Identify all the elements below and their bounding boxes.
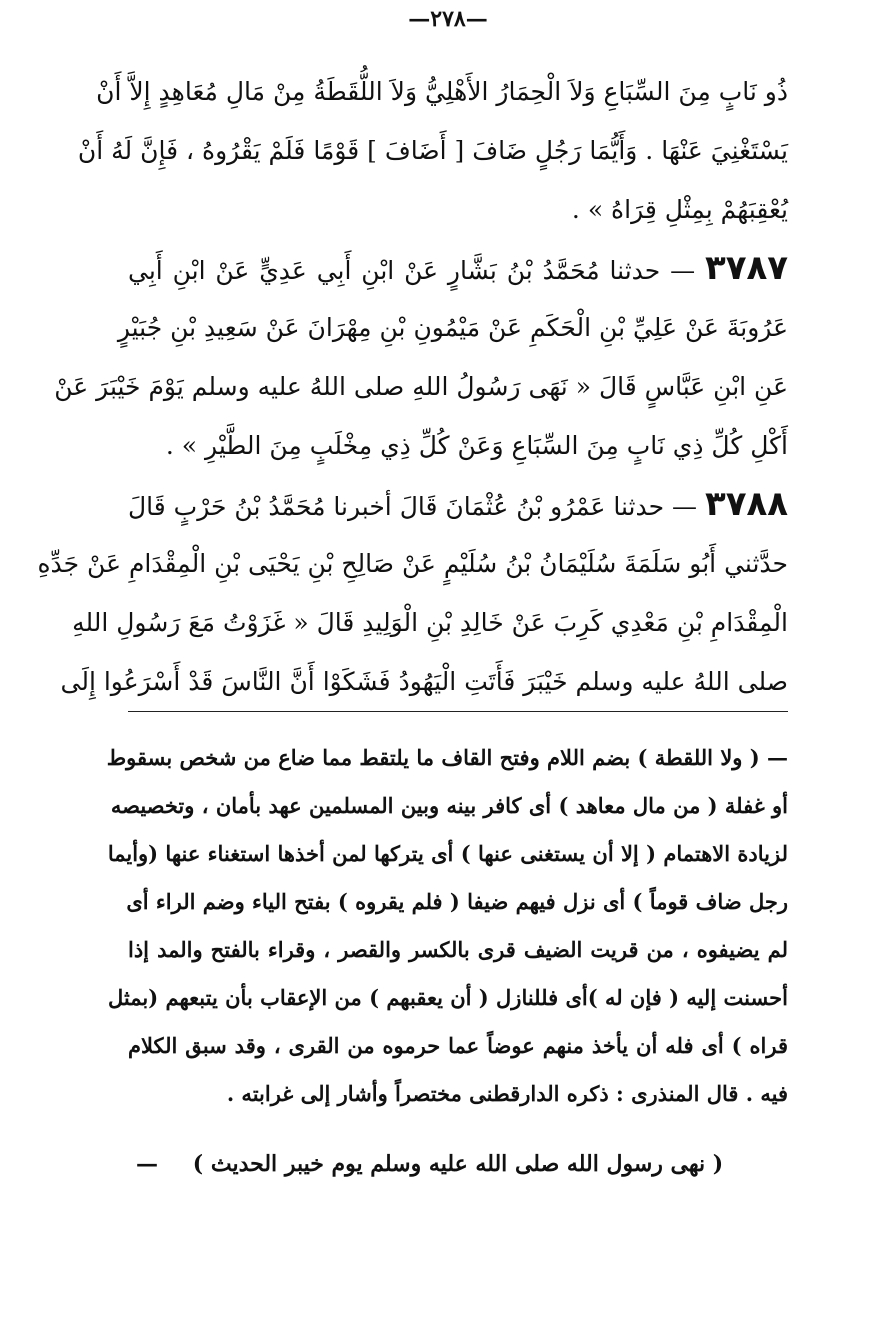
hadith-number: ٣٧٨٧ (704, 248, 788, 288)
text-line: يُعْقِبَهُمْ بِمِثْلِ قِرَاهُ » . (571, 195, 788, 224)
hadith-3787-first-line (128, 239, 788, 298)
commentary-notes (106, 734, 788, 1118)
text-line: عَنِ ابْنِ عَبَّاسٍ قَالَ « نَهَى رَسُولُ اللهِ صلى اللهُ عليه وسلم يَوْمَ خَيْبَرَ عَنْ (54, 372, 788, 401)
text-line: ذُو نَابٍ مِنَ السِّبَاعِ وَلاَ الْحِمَارُ الأَهْلِيُّ وَلاَ اللُّقَطَةُ مِنْ مَالِ مُعَاهِدٍ إِلاَّ أَنْ (96, 77, 788, 106)
text-segment: — حدثنا مُحَمَّدُ بْنُ بَشَّارٍ عَنْ ابْنِ أَبِي عَدِيٍّ عَنْ ابْنِ أَبِي (128, 256, 696, 285)
note-line: قراه ) أى فله أن يأخذ منهم عوضاً عما حرموه من القرى ، وقد سبق الكلام (128, 1033, 788, 1058)
text-line: أَكْلِ كُلِّ ذِي نَابٍ مِنَ السِّبَاعِ وَعَنْ كُلِّ ذِي مِخْلَبٍ مِنَ الطَّيْرِ » . (165, 431, 788, 460)
note-line: رجل ضاف قوماً ) أى نزل فيهم ضيفا ( فلم يقروه ) بفتح الياء وضم الراء أى (126, 889, 788, 914)
note-line: لم يضيفوه ، من قريت الضيف قرى بالكسر والقصر ، وقراء بالفتح والمد إذا (128, 937, 788, 962)
text-line: عَرُوبَةَ عَنْ عَلِيِّ بْنِ الْحَكَمِ عَنْ مَيْمُونِ بْنِ مِهْرَانَ عَنْ سَعِيدِ بْنِ جُبَيْرٍ (117, 313, 788, 342)
text-line: يَسْتَغْنِيَ عَنْهَا . وَأَيُّمَا رَجُلٍ ضَافَ [ أَضَافَ ] قَوْمًا فَلَمْ يَقْرُوهُ ، فَإِنَّ لَهُ أَنْ (77, 136, 788, 165)
dash-mark: — (136, 1151, 158, 1177)
page-number: —٢٧٨— (408, 6, 488, 32)
note-line: فيه . قال المنذرى : ذكره الدارقطنى مختصراً وأشار إلى غرابته . (226, 1081, 788, 1106)
hadith-number: ٣٧٨٨ (705, 484, 789, 524)
note-line: — ( ولا اللقطة ) بضم اللام وفتح القاف ما يلتقط مما ضاع من شخص بسقوط (106, 745, 788, 770)
note-line: لزيادة الاهتمام ( إلا أن يستغنى عنها ) أى يتركها لمن أخذها استغناء عنها (وأيما (107, 841, 788, 866)
text-line: الْمِقْدَامِ بْنِ مَعْدِي كَرِبَ عَنْ خَالِدِ بْنِ الْوَلِيدِ قَالَ « غَزَوْتُ مَعَ رَسُولِ اللهِ (72, 608, 788, 637)
hadith-text (37, 62, 789, 711)
footnote-divider (128, 711, 788, 712)
hadith-3788-first-line (128, 475, 788, 534)
section-heading: ( نهى رسول الله صلى الله عليه وسلم يوم خيبر الحديث ) (192, 1151, 724, 1177)
note-line: أو غفلة ( من مال معاهد ) أى كافر بينه وبين المسلمين عهد بأمان ، وتخصيصه (110, 793, 788, 818)
note-line: أحسنت إليه ( فإن له )أى فللنازل ( أن يعقبهم ) من الإعقاب بأن يتبعهم (بمثل (108, 985, 788, 1010)
text-line: حدَّثني أَبُو سَلَمَةَ سُلَيْمَانُ بْنُ سُلَيْمٍ عَنْ صَالِحِ بْنِ يَحْيَى بْنِ الْمِقْدَامِ عَنْ جَدِّهِ (37, 549, 788, 578)
text-line: صلى اللهُ عليه وسلم خَيْبَرَ فَأَتَتِ الْيَهُودُ فَشَكَوْا أَنَّ النَّاسَ قَدْ أَسْرَعُوا إِلَى (60, 667, 788, 696)
text-segment: — حدثنا عَمْرُو بْنُ عُثْمَانَ قَالَ أخبرنا مُحَمَّدُ بْنُ حَرْبٍ قَالَ (128, 492, 698, 521)
